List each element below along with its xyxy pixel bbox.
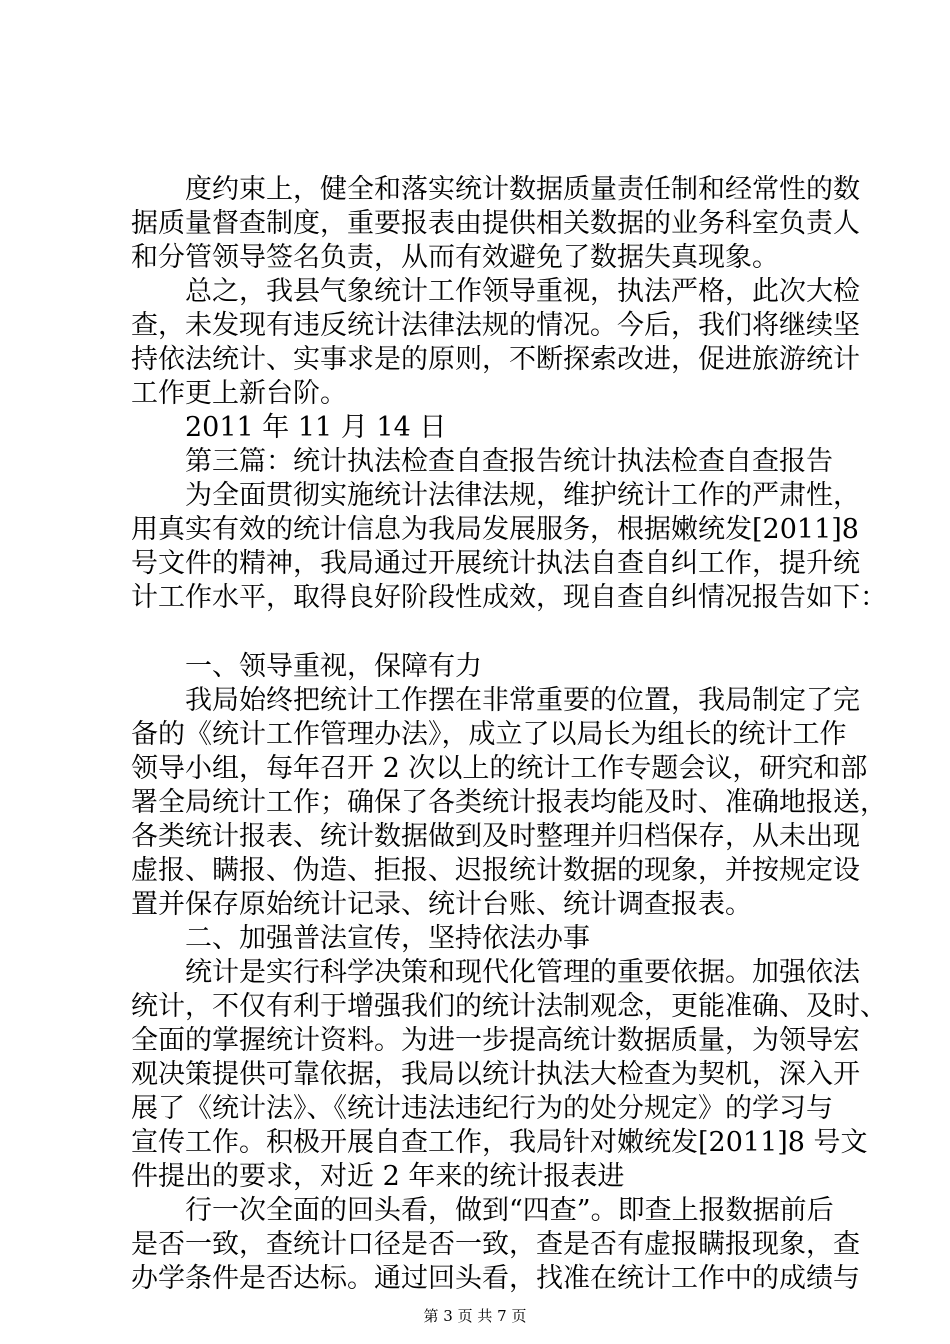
page-footer: 第 3 页 共 7 页: [423, 1307, 527, 1325]
body-text-line: 统计是实行科学决策和现代化管理的重要依据。加强依法: [131, 957, 860, 988]
body-text-line: 持依法统计、实事求是的原则，不断探索改进，促进旅游统计: [131, 344, 860, 375]
body-text-line: 宣传工作。积极开展自查工作，我局针对嫩统发[2011]8 号文: [131, 1127, 868, 1158]
date-line: 2011 年 11 月 14 日: [131, 412, 447, 443]
body-text-line: 用真实有效的统计信息为我局发展服务，根据嫩统发[2011]8: [131, 514, 859, 545]
body-text-line: 工作更上新台阶。: [131, 378, 347, 409]
body-text-line: 署全局统计工作；确保了各类统计报表均能及时、准确地报送，: [131, 787, 887, 818]
body-text-line: 办学条件是否达标。通过回头看，找准在统计工作中的成绩与: [131, 1263, 860, 1294]
body-text-line: 统计，不仅有利于增强我们的统计法制观念，更能准确、及时、: [131, 991, 887, 1022]
body-text-line: 件提出的要求，对近 2 年来的统计报表进: [131, 1161, 625, 1192]
body-text-line: 虚报、瞒报、伪造、拒报、迟报统计数据的现象，并按规定设: [131, 855, 860, 886]
body-text-line: 号文件的精神，我局通过开展统计执法自查自纠工作，提升统: [131, 548, 860, 579]
heading-line: 二、加强普法宣传，坚持依法办事: [131, 923, 590, 954]
body-text-line: 为全面贯彻实施统计法律法规，维护统计工作的严肃性，: [131, 480, 860, 511]
body-text-line: 查，未发现有违反统计法律法规的情况。今后，我们将继续坚: [131, 310, 860, 341]
body-text-line: 领导小组，每年召开 2 次以上的统计工作专题会议，研究和部: [131, 753, 868, 784]
body-text-line: 和分管领导签名负责，从而有效避免了数据失真现象。: [131, 242, 779, 273]
heading-line: 一、领导重视，保障有力: [131, 651, 482, 682]
body-text-line: 是否一致，查统计口径是否一致，查是否有虚报瞒报现象，查: [131, 1229, 860, 1260]
body-text-line: 行一次全面的回头看，做到“四查”。即查上报数据前后: [131, 1195, 834, 1226]
body-text-line: 各类统计报表、统计数据做到及时整理并归档保存，从未出现: [131, 821, 860, 852]
body-text-line: 全面的掌握统计资料。为进一步提高统计数据质量，为领导宏: [131, 1025, 860, 1056]
body-text-line: 据质量督查制度，重要报表由提供相关数据的业务科室负责人: [131, 208, 860, 239]
body-text-line: 观决策提供可靠依据，我局以统计执法大检查为契机，深入开: [131, 1059, 860, 1090]
body-text-line: 总之，我县气象统计工作领导重视，执法严格，此次大检: [131, 276, 860, 307]
section-title: 第三篇：统计执法检查自查报告统计执法检查自查报告: [131, 446, 833, 477]
body-text-line: 备的《统计工作管理办法》，成立了以局长为组长的统计工作: [131, 719, 847, 750]
body-text-line: 展了《统计法》、《统计违法违纪行为的处分规定》的学习与: [131, 1093, 833, 1124]
body-text-line: 置并保存原始统计记录、统计台账、统计调查报表。: [131, 889, 752, 920]
body-text-line: 我局始终把统计工作摆在非常重要的位置，我局制定了完: [131, 685, 860, 716]
body-text-line: 度约束上，健全和落实统计数据质量责任制和经常性的数: [131, 174, 860, 205]
body-text-line: 计工作水平，取得良好阶段性成效，现自查自纠情况报告如下：: [131, 582, 887, 613]
